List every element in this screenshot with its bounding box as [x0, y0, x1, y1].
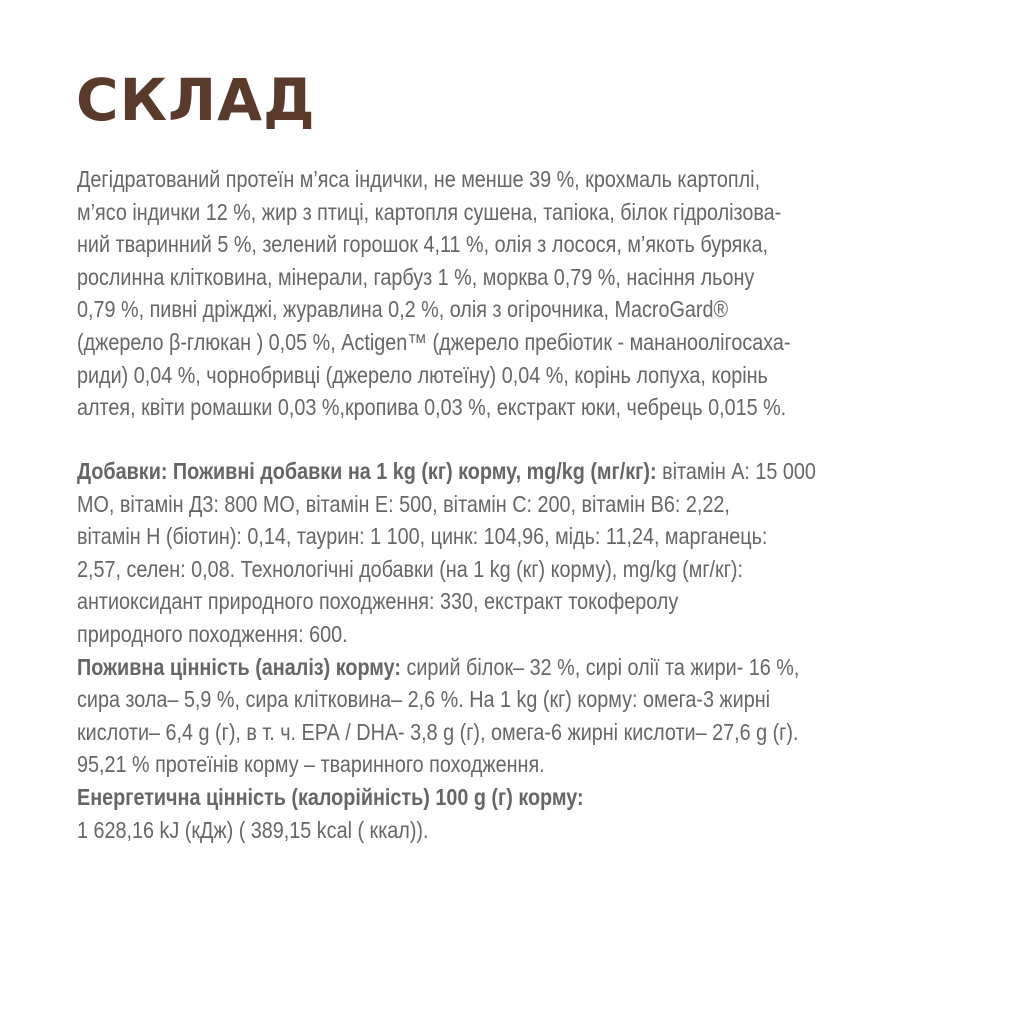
- additives-line: [77, 455, 816, 488]
- nutrition-line: сира зола– 5,9 %, сира клітковина– 2,6 %. На 1 kg (кг) корму: омега-3 жирні: [77, 686, 771, 713]
- additives-heading: Добавки: Поживні добавки на 1 kg (кг) корму, mg/kg (мг/кг):: [77, 458, 657, 484]
- additives-line: 2,57, селен: 0,08. Технологічні добавки (на 1 kg (кг) корму), mg/kg (мг/кг):: [77, 555, 744, 582]
- additives-line: вітамін Н (біотин): 0,14, таурин: 1 100, цинк: 104,96, мідь: 11,24, марганець:: [77, 523, 768, 550]
- composition-line: рослинна клітковина, мінерали, гарбуз 1 %, морква 0,79 %, насіння льону: [77, 263, 755, 290]
- nutrition-text: сирий білок– 32 %, сирі олії та жири- 16 %,: [400, 653, 800, 680]
- composition-paragraph: [77, 163, 907, 424]
- nutrition-line: [77, 651, 816, 684]
- composition-line: (джерело β-глюкан ) 0,05 %, Actigen™ (джерело пребіотик - мананоолігосаха-: [77, 328, 791, 355]
- additives-line: природного походження: 600.: [77, 620, 348, 647]
- energy-heading: Енергетична цінність (калорійність) 100 g (г) корму:: [77, 783, 584, 810]
- details-block: [77, 455, 936, 846]
- nutrition-line: 95,21 % протеїнів корму – тваринного походження.: [77, 751, 545, 778]
- additives-line: антиоксидант природного походження: 330, екстракт токоферолу: [77, 588, 679, 615]
- composition-line: риди) 0,04 %, чорнобривці (джерело лютеїну) 0,04 %, корінь лопуха, корінь: [77, 361, 768, 388]
- nutrition-heading: Поживна цінність (аналіз) корму:: [77, 653, 401, 680]
- composition-line: алтея, квіти ромашки 0,03 %,кропива 0,03 %, екстракт юки, чебрець 0,015 %.: [77, 394, 787, 421]
- additives-text: вітамін А: 15 000: [656, 458, 816, 484]
- composition-line: ний тваринний 5 %, зелений горошок 4,11 %, олія з лосося, м’якоть буряка,: [77, 231, 768, 258]
- composition-line: м’ясо індички 12 %, жир з птиці, картопля сушена, тапіока, білок гідролізова-: [77, 198, 782, 225]
- composition-line: 0,79 %, пивні дріжджі, журавлина 0,2 %, олія з огірочника, MacroGard®: [77, 296, 729, 323]
- energy-value: 1 628,16 kJ (кДж) ( 389,15 kcal ( ккал)).: [77, 816, 429, 843]
- page-title: СКЛАД: [76, 66, 316, 134]
- composition-line: Дегідратований протеїн м’яса індички, не менше 39 %, крохмаль картоплі,: [77, 166, 761, 192]
- nutrition-line: кислоти– 6,4 g (г), в т. ч. ЕРА / DHA- 3,8 g (г), омега-6 жирні кислоти– 27,6 g (г).: [77, 718, 799, 745]
- additives-line: МО, вітамін Д3: 800 МО, вітамін Е: 500, вітамін С: 200, вітамін В6: 2,22,: [77, 490, 730, 517]
